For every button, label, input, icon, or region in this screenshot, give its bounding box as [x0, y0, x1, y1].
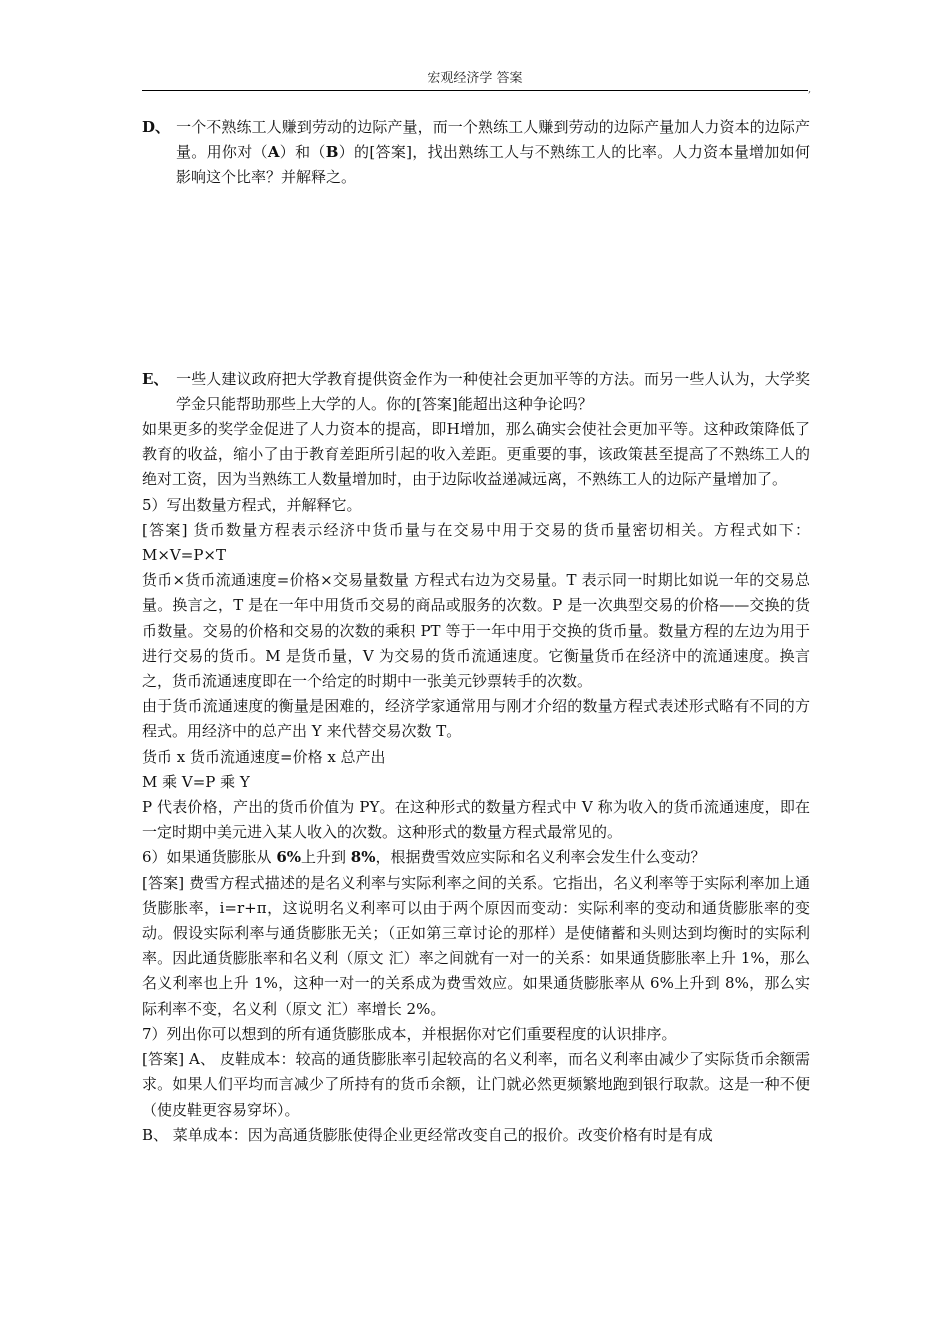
- question-d: D、 一个不熟练工人赚到劳动的边际产量，而一个熟练工人赚到劳动的边际产量加人力资本的边际产量。用你对（A）和（B）的[答案]，找出熟练工人与不熟练工人的比率。人力资本量增加如何影响这个比率？并解释之。: [142, 115, 810, 191]
- answer-5-equation: M 乘 V=P 乘 Y: [142, 772, 250, 791]
- question-e: E、 一些人建议政府把大学教育提供资金作为一种使社会更加平等的方法。而另一些人认为，大学奖学金只能帮助那些上大学的人。你的[答案]能超出这种争论吗？: [142, 367, 810, 417]
- header-mark: ,: [808, 84, 812, 95]
- question-e-label: E、: [142, 369, 169, 388]
- answer-5-equation-words: 货币 x 货币流通速度=价格 x 总产出: [142, 747, 386, 766]
- header-rule: [142, 90, 808, 91]
- answer-5-conclusion: P 代表价格，产出的货币价值为 PY。在这种形式的数量方程式中 V 称为收入的货币流通速度，即在一定时期中美元进入某人收入的次数。这种形式的数量方程式最常见的。: [142, 798, 810, 842]
- answer-7-menu-cost: B、 菜单成本：因为高通货膨胀使得企业更经常改变自己的报价。改变价格有时是有成: [142, 1125, 713, 1144]
- answer-6: [答案] 费雪方程式描述的是名义利率与实际利率之间的关系。它指出，名义利率等于实际利率加上通货膨胀率，i=r+π，这说明名义利率可以由于两个原因而变动：实际利率的变动和通货膨胀率的变动。假设实际利率与通货膨胀无关；（正如第三章讨论的那样）是使储蓄和头则达到均衡时的实际利率。因此通货膨胀率和名义利（原文 汇）率之间就有一对一的关系：如果通货膨胀率上升 1%，那么名义利率也上升 1%，这种一对一的关系成为费雪效应。如果通货膨胀率从 6%上升到 8%，那么实际利率不变，名义利（原文 汇）率增长 2%。: [142, 873, 810, 1018]
- page-header: 宏观经济学 答案: [427, 71, 523, 86]
- question-d-label: D、: [142, 118, 171, 136]
- question-5: 5）写出数量方程式，并解释它。: [142, 495, 362, 514]
- answer-5-income-form: 由于货币流通速度的衡量是困难的，经济学家通常用与刚才介绍的数量方程式表述形式略有不同的方程式。用经济中的总产出 Y 来代替交易次数 T。: [142, 697, 810, 741]
- answer-7-shoe-leather: [答案] A、 皮鞋成本：较高的通货膨胀率引起较高的名义利率，而名义利率由减少了实际货币余额需求。如果人们平均而言减少了所持有的货币余额，让门就必然更频繁地跑到银行取款。这是一种不便（使皮鞋更容易穿坏）。: [142, 1050, 810, 1119]
- answer-space: [142, 191, 810, 367]
- question-7: 7）列出你可以想到的所有通货膨胀成本，并根据你对它们重要程度的认识排序。: [142, 1024, 677, 1043]
- answer-e: 如果更多的奖学金促进了人力资本的提高，即H增加，那么确实会使社会更加平等。这种政策降低了教育的收益，缩小了由于教育差距所引起的收入差距。更重要的事，该政策甚至提高了不熟练工人的绝对工资，因为当熟练工人数量增加时，由于边际收益递减远离，不熟练工人的边际产量增加了。: [142, 420, 810, 489]
- answer-5-explanation: 货币×货币流通速度=价格×交易量数量 方程式右边为交易量。T 表示同一时期比如说一年的交易总量。换言之，T 是在一年中用货币交易的商品或服务的次数。P 是一次典型交易的价格——交换的货币数量。交易的价格和交易的次数的乘积 PT 等于一年中用于交换的货币量。数量方程的左边为用于进行交易的货币。M 是货币量，V 为交易的货币流通速度。它衡量货币在经济中的流通速度。换言之，货币流通速度即在一个给定的时期中一张美元钞票转手的次数。: [142, 571, 810, 691]
- answer-5-intro: [答案] 货币数量方程表示经济中货币量与在交易中用于交易的货币量密切相关。方程式如下：M×V=P×T: [142, 520, 810, 565]
- document-body: [142, 115, 810, 1148]
- question-6: 6）如果通货膨胀从 6%上升到 8%，根据费雪效应实际和名义利率会发生什么变动？: [142, 848, 706, 867]
